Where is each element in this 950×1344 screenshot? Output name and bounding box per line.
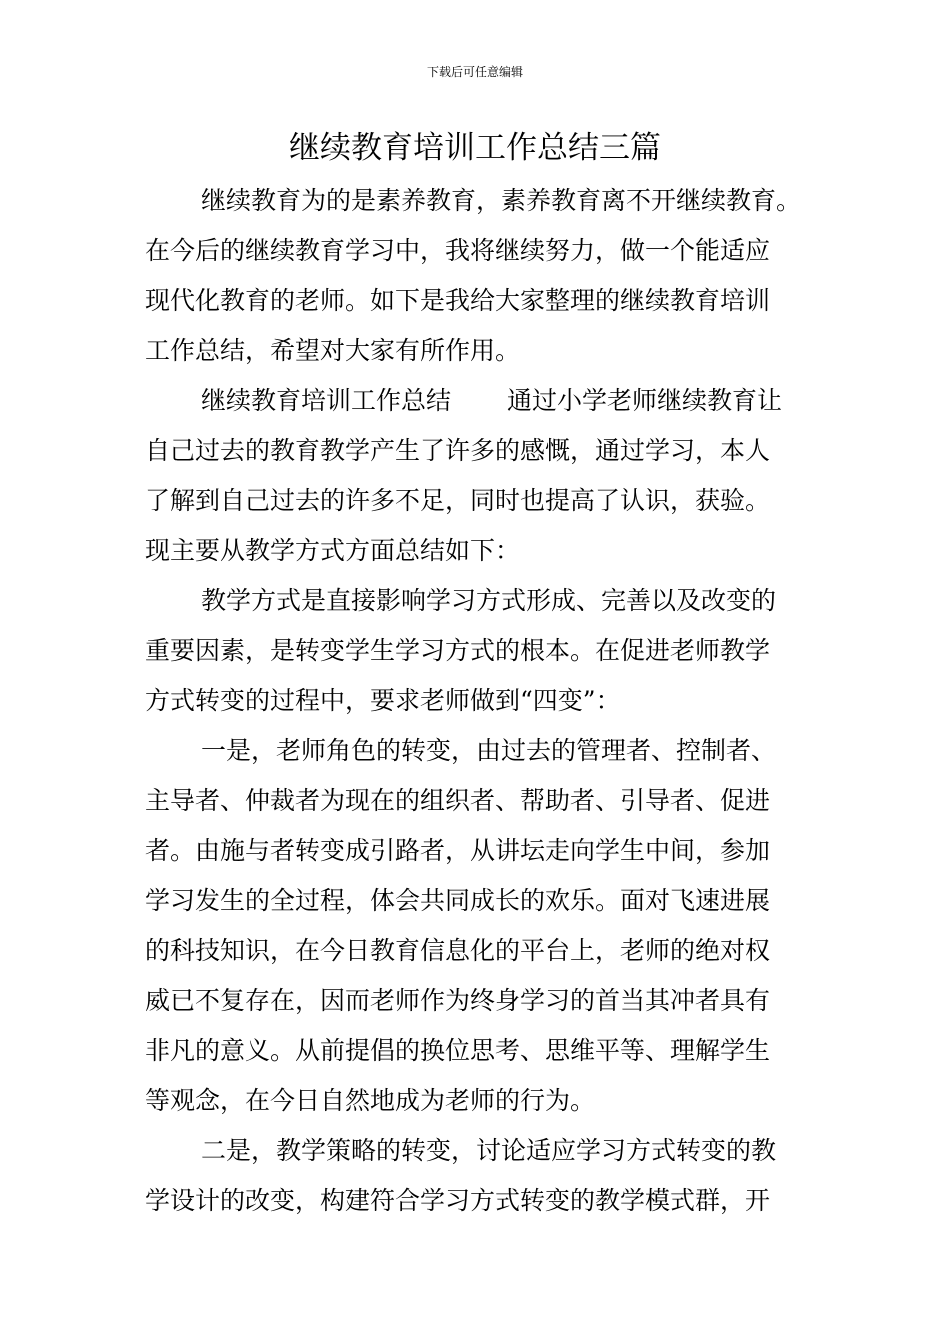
text-line: 非凡的意义。从前提倡的换位思考、思维平等、理解学生	[145, 1036, 771, 1065]
text-line: 自己过去的教育教学产生了许多的感慨，通过学习，本人	[145, 436, 771, 465]
text-line	[145, 376, 835, 426]
text-line: 二是，教学策略的转变，讨论适应学习方式转变的教	[201, 1136, 777, 1165]
text-line: 方式转变的过程中，要求老师做到“四变”：	[145, 686, 621, 715]
document-title: 继续教育培训工作总结三篇	[289, 130, 661, 166]
section-intro: 通过小学老师继续教育让	[507, 386, 783, 415]
text-line: 威已不复存在，因而老师作为终身学习的首当其冲者具有	[145, 986, 771, 1015]
document-body	[145, 176, 835, 1226]
text-line: 教学方式是直接影响学习方式形成、完善以及改变的	[201, 586, 777, 615]
text-line: 现主要从教学方式方面总结如下：	[145, 536, 521, 565]
text-line: 学习发生的全过程，体会共同成长的欢乐。面对飞速进展	[145, 886, 771, 915]
header-note: 下载后可任意编辑	[426, 65, 523, 79]
text-line: 一是，老师角色的转变，由过去的管理者、控制者、	[201, 736, 777, 765]
text-line: 重要因素，是转变学生学习方式的根本。在促进老师教学	[145, 636, 771, 665]
text-line: 工作总结，希望对大家有所作用。	[145, 336, 521, 365]
text-line: 等观念，在今日自然地成为老师的行为。	[145, 1086, 596, 1115]
text-line: 者。由施与者转变成引路者，从讲坛走向学生中间，参加	[145, 836, 771, 865]
text-line: 继续教育为的是素养教育，素养教育离不开继续教育。	[201, 186, 802, 215]
section-heading: 继续教育培训工作总结	[201, 386, 452, 415]
text-line: 在今后的继续教育学习中，我将继续努力，做一个能适应	[145, 236, 771, 265]
text-line: 学设计的改变，构建符合学习方式转变的教学模式群，开	[145, 1186, 771, 1215]
text-line: 主导者、仲裁者为现在的组织者、帮助者、引导者、促进	[145, 786, 771, 815]
text-line: 了解到自己过去的许多不足，同时也提高了认识，获验。	[145, 486, 771, 515]
text-line: 现代化教育的老师。如下是我给大家整理的继续教育培训	[145, 286, 771, 315]
text-line: 的科技知识，在今日教育信息化的平台上，老师的绝对权	[145, 936, 771, 965]
